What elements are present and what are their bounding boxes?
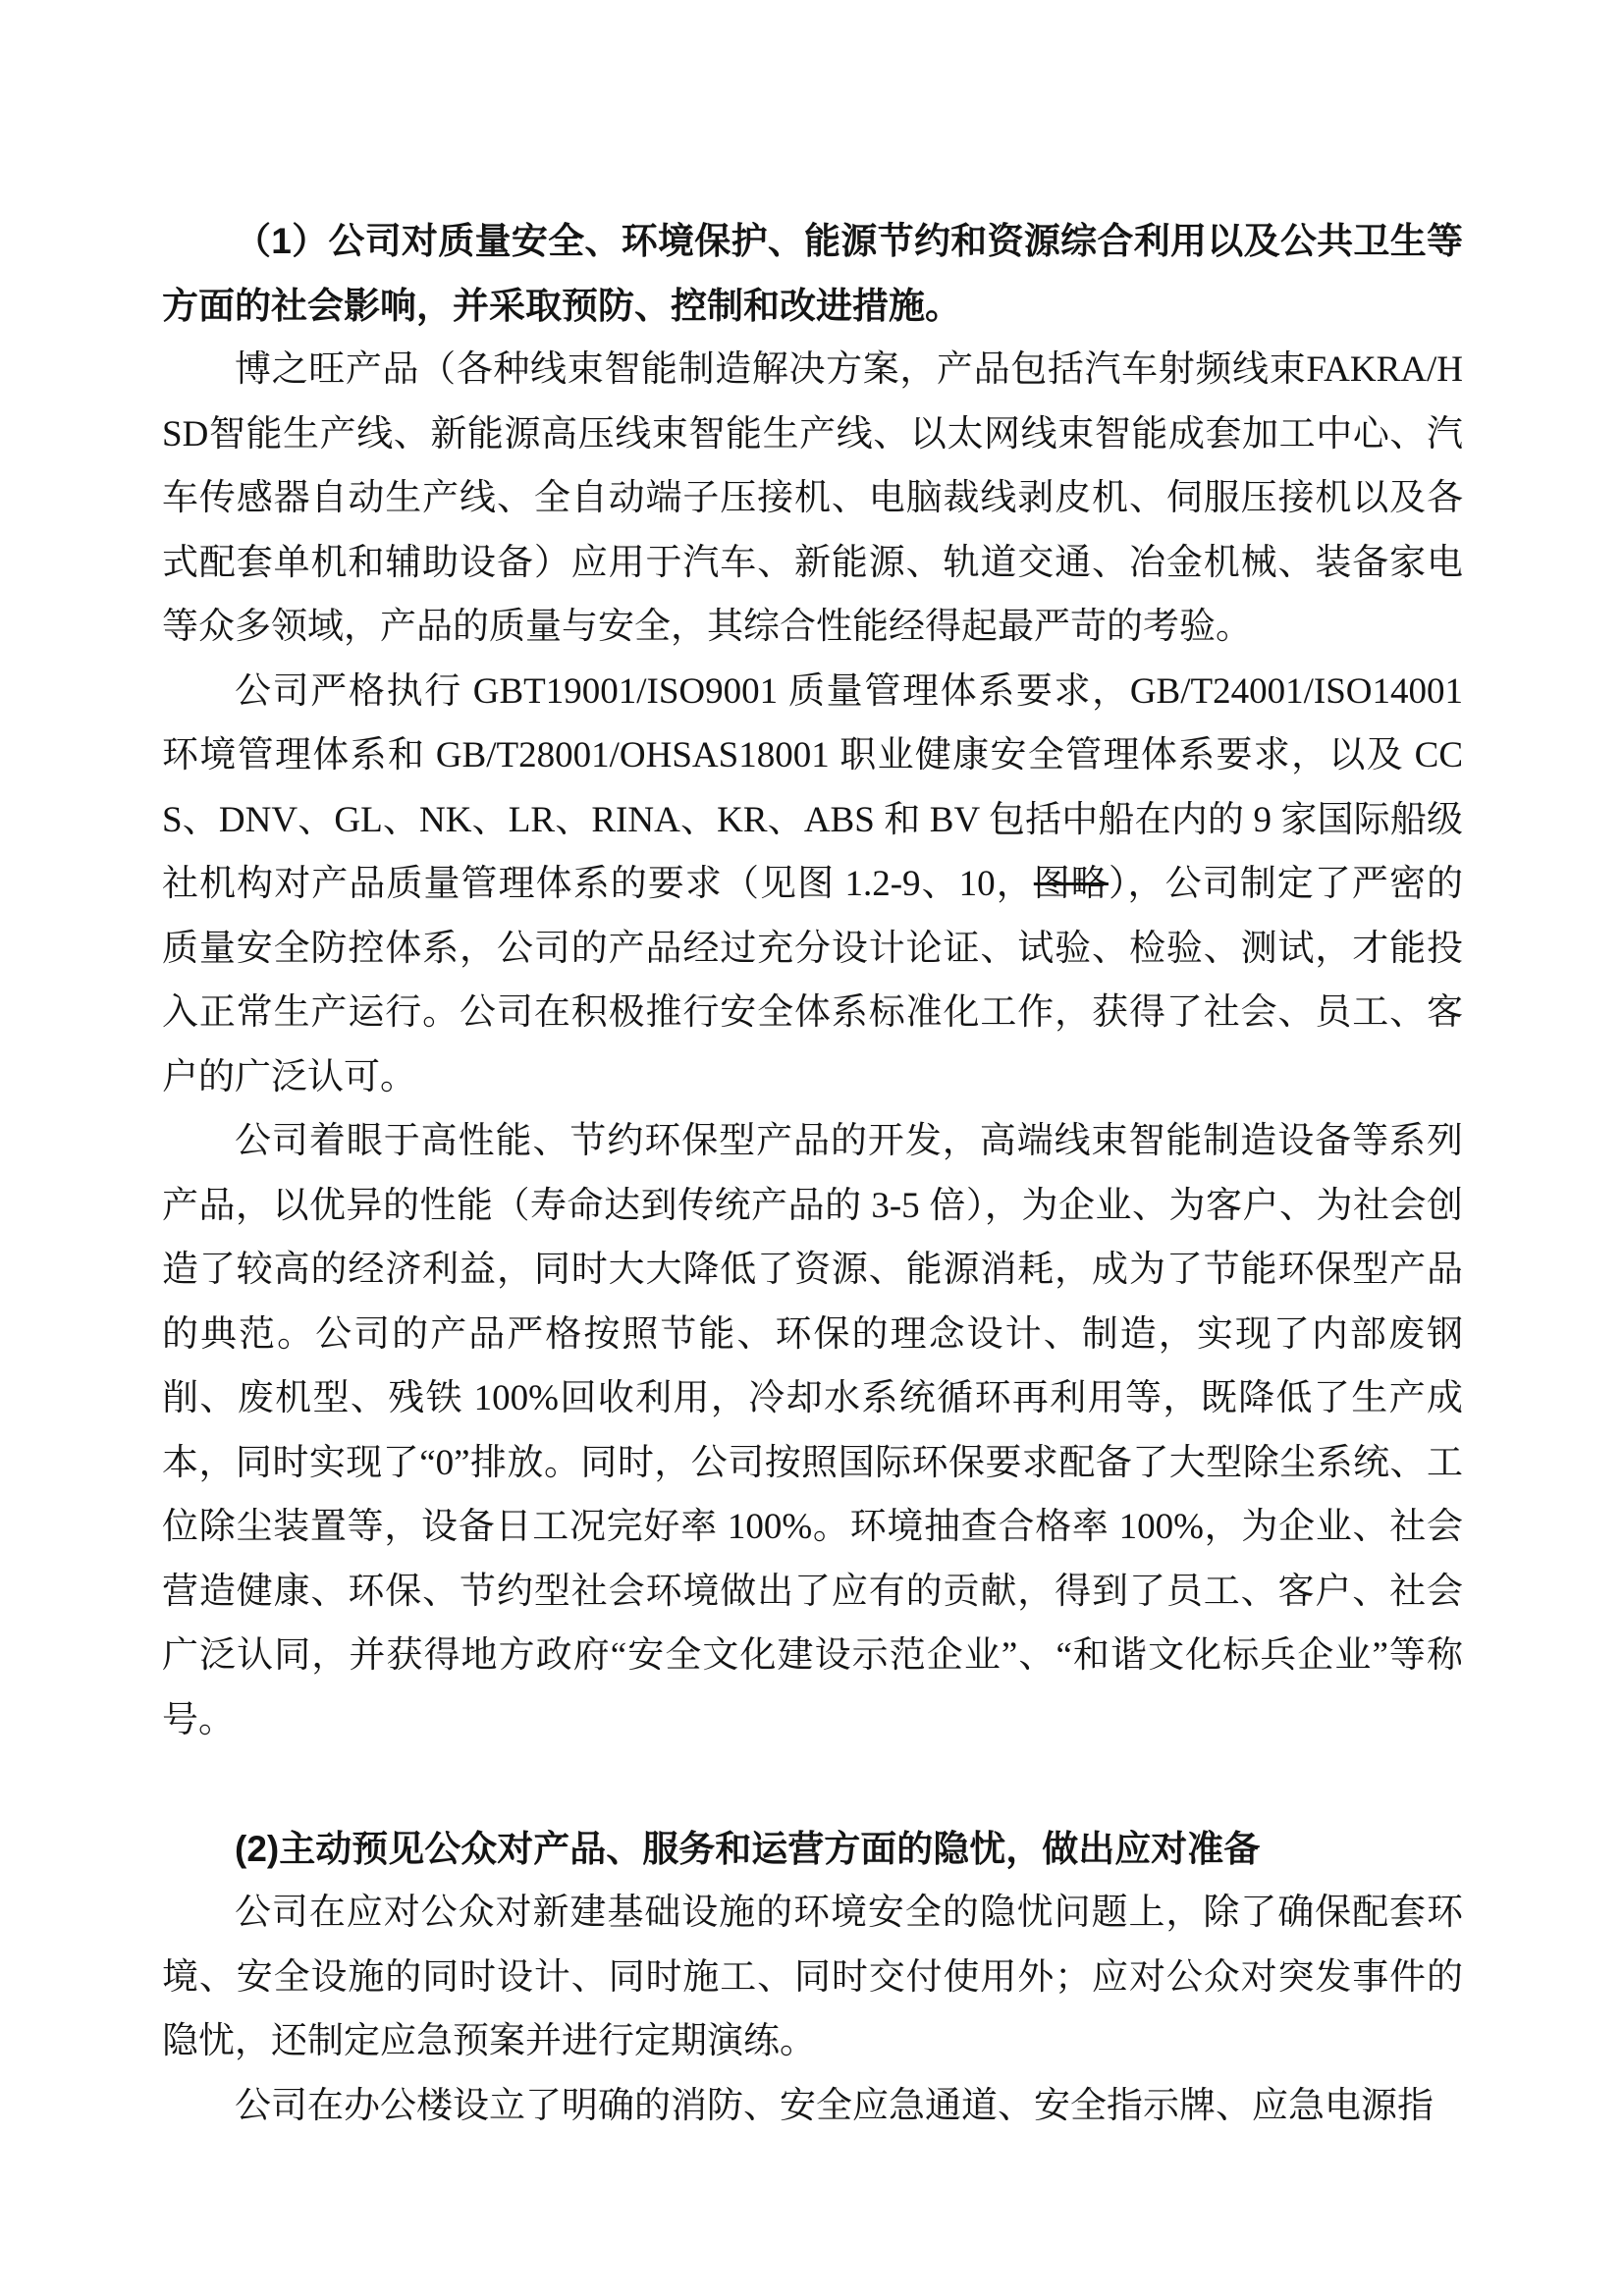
paragraph-quality-systems (162, 660, 1463, 1110)
section-heading-1: （1）公司对质量安全、环境保护、能源节约和资源综合利用以及公共卫生等方面的社会影响，并采取预防、控制和改进措施。 (162, 221, 1463, 326)
paragraph-quality-systems-tail: ），公司制定了严密的质量安全防控体系，公司的产品经过充分设计论证、试验、检验、测试，才能投入正常生产运行。公司在积极推行安全体系标准化工作，获得了社会、员工、客户的广泛认可。 (162, 864, 1464, 1097)
paragraph-products: 博之旺产品（各种线束智能制造解决方案，产品包括汽车射频线束FAKRA/HSD智能生产线、新能源高压线束智能生产线、以太网线束智能成套加工中心、汽车传感器自动生产线、全自动端子压接机、电脑裁线剥皮机、伺服压接机以及各式配套单机和辅助设备）应用于汽车、新能源、轨道交通、冶金机械、装备家电等众多领域，产品的质量与安全，其综合性能经得起最严苛的考验。 (162, 349, 1463, 647)
section-heading-2: (2)主动预见公众对产品、服务和运营方面的隐忧，做出应对准备 (235, 1828, 1261, 1869)
paragraph-public-concerns: 公司在应对公众对新建基础设施的环境安全的隐忧问题上，除了确保配套环境、安全设施的同时设计、同时施工、同时交付使用外；应对公众对突发事件的隐忧，还制定应急预案并进行定期演练。 (162, 1893, 1463, 2061)
strikethrough-text: 图略 (1033, 864, 1109, 904)
paragraph-eco-products: 公司着眼于高性能、节约环保型产品的开发，高端线束智能制造设备等系列产品，以优异的性能（寿命达到传统产品的 3-5 倍），为企业、为客户、为社会创造了较高的经济利益，同时大大降低了资源、能源消耗，成为了节能环保型产品的典范。公司的产品严格按照节能、环保的理念设计、制造，实现了内部废钢削、废机型、残铁 100%回收利用，冷却水系统循环再利用等，既降低了生产成本，同时实现了“0”排放。同时，公司按照国际环保要求配备了大型除尘系统、工位除尘装置等，设备日工况完好率 100%。环境抽查合格率 100%，为企业、社会营造健康、环保、节约型社会环境做出了应有的贡献，得到了员工、客户、社会广泛认同，并获得地方政府“安全文化建设示范企业”、“和谐文化标兵企业”等称号。 (162, 1121, 1464, 1740)
paragraph-fire-safety: 公司在办公楼设立了明确的消防、安全应急通道、安全指示牌、应急电源指 (235, 2085, 1434, 2126)
paragraph-quality-systems-lead: 公司严格执行 GBT19001/ISO9001 质量管理体系要求，GB/T24001/ISO14001 环境管理体系和 GB/T28001/OHSAS18001 职业健康安全管理体系要求，以及 CCS、DNV、GL、NK、LR、RINA、KR、ABS 和 BV 包括中船在内的 9 家国际船级社机构对产品质量管理体系的要求（见图 1.2-9、10， (162, 670, 1463, 904)
